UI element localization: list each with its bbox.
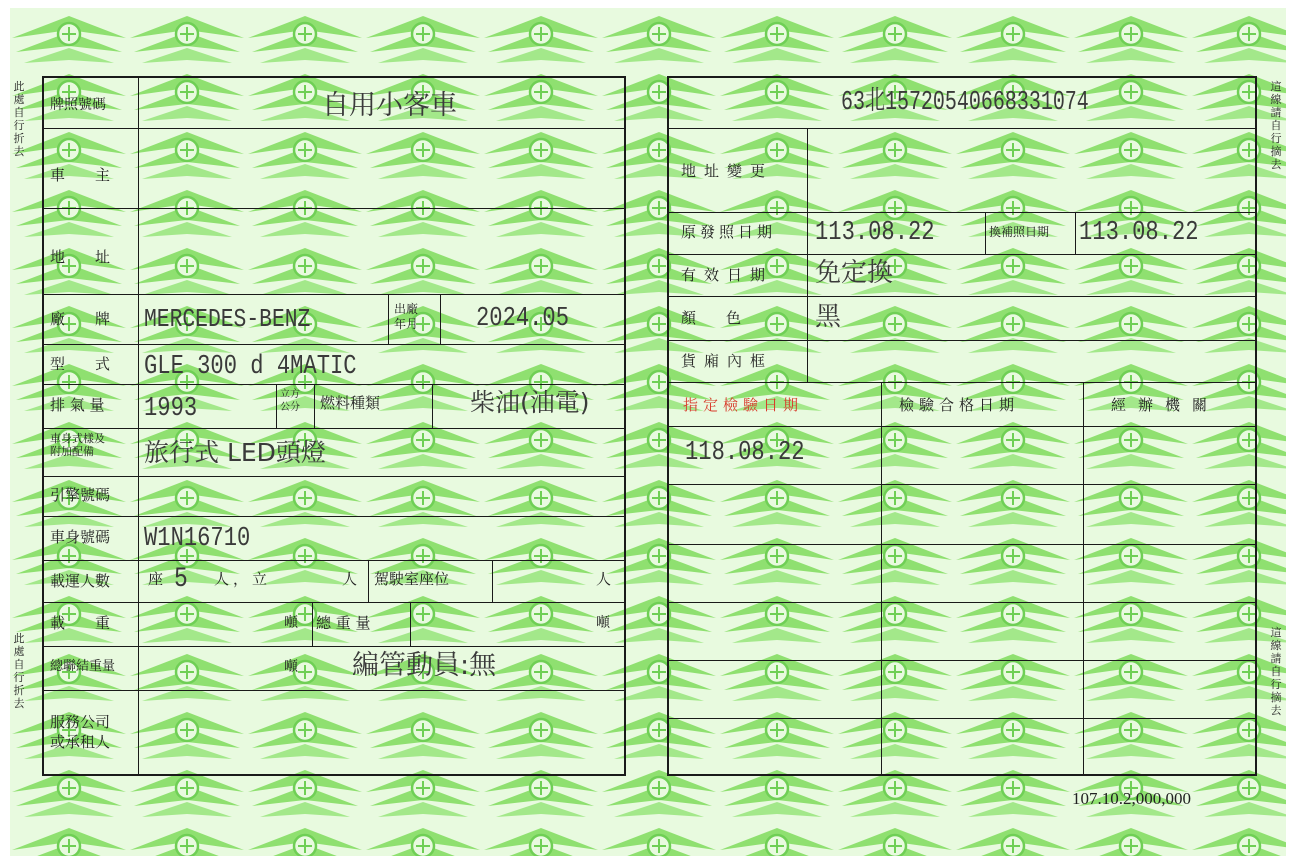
body-style-label: 車身式樣及 附加配備	[50, 432, 105, 458]
engine-number-label: 引擎號碼	[50, 486, 111, 504]
registration-left-panel	[42, 76, 626, 776]
body-style-value: 旅行式 LED頭燈	[144, 438, 326, 467]
displacement-label: 排 氣 量	[50, 396, 105, 414]
mfg-date-label: 出廠 年月	[394, 302, 419, 331]
seats-value: 5	[174, 564, 188, 595]
fold-note-right-top: 這線請自行摘去	[1270, 80, 1282, 171]
fuel-type-label: 燃料種類	[320, 394, 381, 412]
address-change-label: 地址變更	[681, 162, 774, 180]
driver-seat-unit: 人	[596, 570, 612, 588]
inspection-pass-date-label: 檢驗合格日期	[899, 396, 1020, 414]
original-issue-date-value: 113.08.22	[815, 218, 935, 248]
plate-number-label: 牌照號碼	[50, 97, 106, 113]
fold-note-left-top: 此處自行折去	[13, 80, 25, 158]
fold-note-left-bottom: 此處自行折去	[13, 632, 25, 710]
designated-inspection-date-value: 118.08.22	[685, 438, 805, 468]
seats-standing-text: 人，立	[214, 570, 272, 588]
owner-label: 車 主	[50, 166, 111, 184]
registration-serial-number: 63北15720540668331074	[841, 88, 1089, 118]
combined-weight-label: 總聯結重量	[50, 659, 116, 674]
vin-value: W1N16710	[144, 524, 251, 554]
cargo-box-label: 貨廂內框	[681, 352, 774, 370]
seats-text: 座	[148, 570, 164, 588]
mobilization-status: 編管動員:無	[352, 650, 497, 681]
capacity-unit: 人	[342, 570, 358, 588]
combined-weight-unit: 噸	[284, 659, 298, 675]
gross-weight-unit: 噸	[596, 615, 610, 631]
service-company-label: 服務公司 或承租人	[50, 713, 111, 751]
form-print-code: 107.10.2,000,000	[1072, 789, 1191, 808]
valid-date-label: 有效日期	[681, 266, 774, 284]
color-label: 顏 色	[681, 309, 742, 327]
vehicle-type-value: 自用小客車	[322, 90, 457, 121]
valid-date-value: 免定換	[815, 258, 894, 288]
gross-weight-label: 總 重 量	[316, 614, 371, 632]
fuel-type-value: 柴油(油電)	[470, 388, 590, 417]
load-label: 載 重	[50, 614, 111, 632]
model-label: 型 式	[50, 355, 111, 373]
handling-authority-label: 經辦機關	[1111, 396, 1220, 414]
vin-label: 車身號碼	[50, 528, 111, 546]
displacement-value: 1993	[144, 394, 198, 424]
driver-seat-label: 駕駛室座位	[374, 570, 450, 588]
model-value: GLE 300 d 4MATIC	[144, 352, 357, 382]
registration-right-panel	[667, 76, 1257, 776]
mfg-date-value: 2024.05	[476, 304, 570, 334]
capacity-label: 載運人數	[50, 572, 111, 590]
brand-value: MERCEDES-BENZ	[144, 304, 311, 334]
cc-unit-label: 立方 公分	[280, 389, 300, 413]
brand-label: 廠 牌	[50, 310, 111, 328]
designated-inspection-date-label: 指定檢驗日期	[683, 396, 804, 414]
load-unit: 噸	[284, 615, 298, 631]
reissue-date-label: 換補照日期	[989, 225, 1050, 239]
color-value: 黑	[815, 302, 842, 332]
reissue-date-value: 113.08.22	[1079, 218, 1199, 248]
fold-note-right-bottom: 這線請自行摘去	[1270, 626, 1282, 717]
original-issue-date-label: 原發照日期	[681, 223, 777, 241]
address-label: 地 址	[50, 248, 111, 266]
